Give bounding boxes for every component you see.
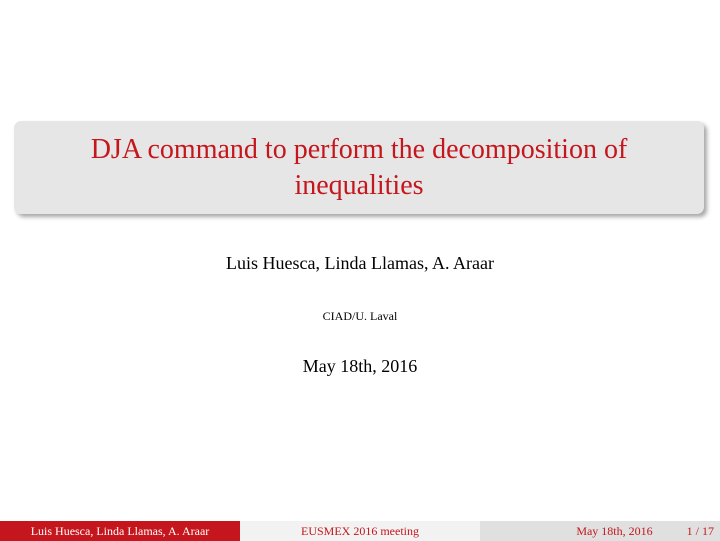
- footer-date: May 18th, 2016: [576, 524, 653, 538]
- footer-event: EUSMEX 2016 meeting: [240, 521, 480, 541]
- institute: CIAD/U. Laval: [322, 309, 398, 323]
- slide-title: [91, 132, 628, 204]
- slide-title-line-1: DJA command to perform the decomposition of: [90, 133, 628, 165]
- footer-authors: Luis Huesca, Linda Llamas, A. Araar: [0, 521, 240, 541]
- title-box: [14, 121, 704, 214]
- footer-bar: [0, 521, 720, 541]
- footer-date-page: [480, 521, 720, 541]
- presentation-date: May 18th, 2016: [302, 356, 418, 376]
- author-names: Luis Huesca, Linda Llamas, A. Araar: [226, 253, 494, 273]
- footer-page-number: 1 / 17: [686, 524, 714, 538]
- slide-title-line-2: inequalities: [294, 169, 424, 201]
